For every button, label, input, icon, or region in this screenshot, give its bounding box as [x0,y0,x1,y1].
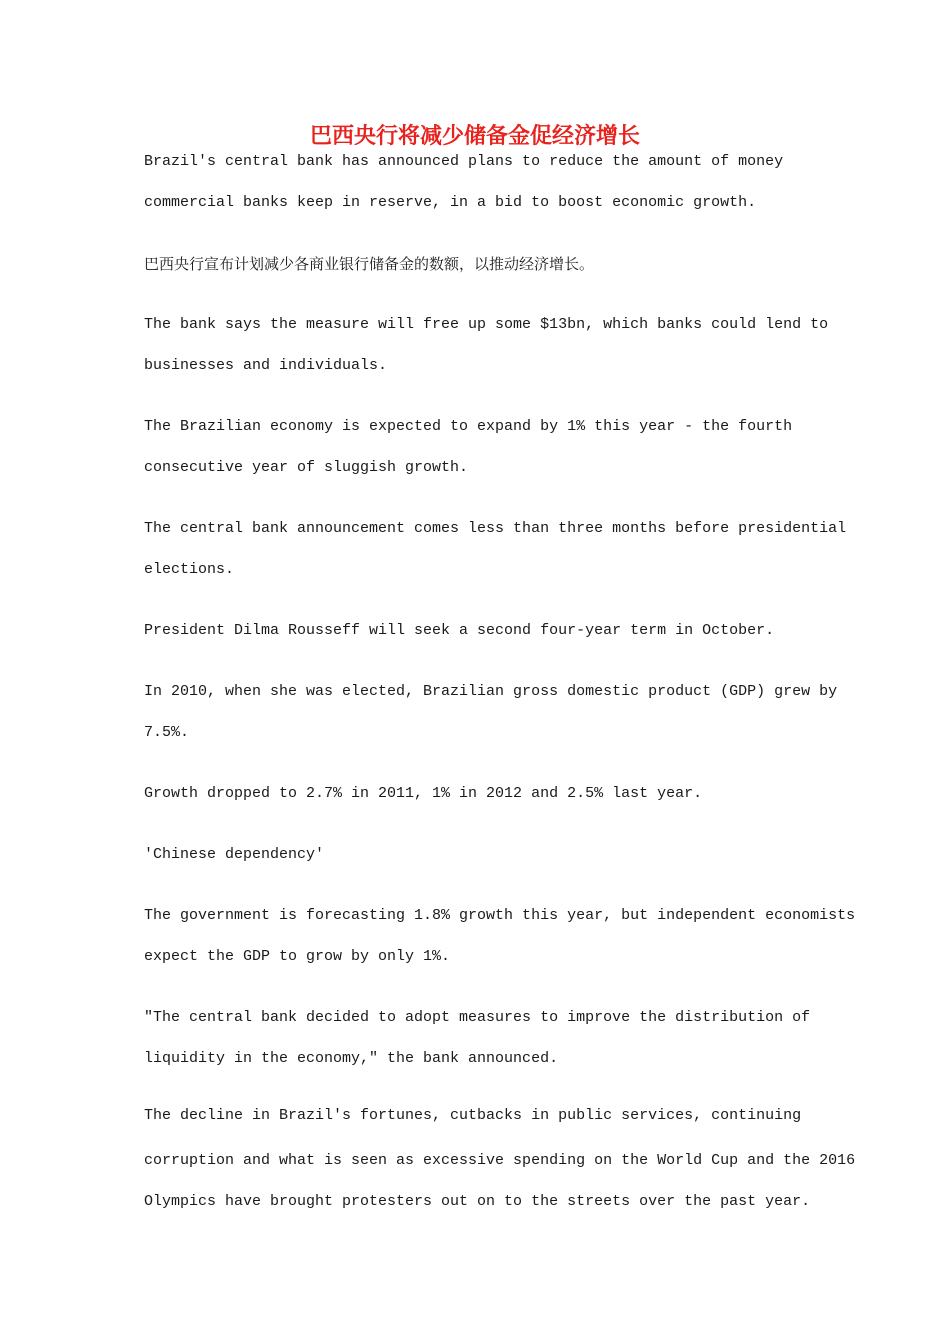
text-line: corruption and what is seen as excessive spending on the World Cup and the 2016 [144,1152,856,1169]
text-line: The government is forecasting 1.8% growth this year, but independent economists [144,907,856,924]
text-line: 7.5%. [144,724,190,741]
text-line: liquidity in the economy," the bank announced. [144,1050,559,1067]
text-line: In 2010, when she was elected, Brazilian gross domestic product (GDP) grew by [144,683,838,700]
text-line: commercial banks keep in reserve, in a bid to boost economic growth. [144,194,757,211]
text-line: The bank says the measure will free up some $13bn, which banks could lend to [144,316,829,333]
document-title: 巴西央行将减少储备金促经济增长 [309,123,640,149]
text-line: Olympics have brought protesters out on to the streets over the past year. [144,1193,811,1210]
text-line: Growth dropped to 2.7% in 2011, 1% in 2012 and 2.5% last year. [144,785,703,802]
text-line: President Dilma Rousseff will seek a second four-year term in October. [144,622,775,639]
text-line: elections. [144,561,235,578]
text-line: businesses and individuals. [144,357,388,374]
section-subheading: 'Chinese dependency' [144,846,325,863]
text-line: The decline in Brazil's fortunes, cutbacks in public services, continuing [144,1107,802,1124]
text-line: consecutive year of sluggish growth. [144,459,469,476]
text-line: The Brazilian economy is expected to expand by 1% this year - the fourth [144,418,793,435]
text-line: expect the GDP to grow by only 1%. [144,948,451,965]
chinese-summary-line: 巴西央行宣布计划减少各商业银行储备金的数额，以推动经济增长。 [144,255,595,273]
text-line: "The central bank decided to adopt measures to improve the distribution of [144,1009,811,1026]
text-line: The central bank announcement comes less than three months before presidential [144,520,847,537]
text-line: Brazil's central bank has announced plans to reduce the amount of money [144,153,784,170]
